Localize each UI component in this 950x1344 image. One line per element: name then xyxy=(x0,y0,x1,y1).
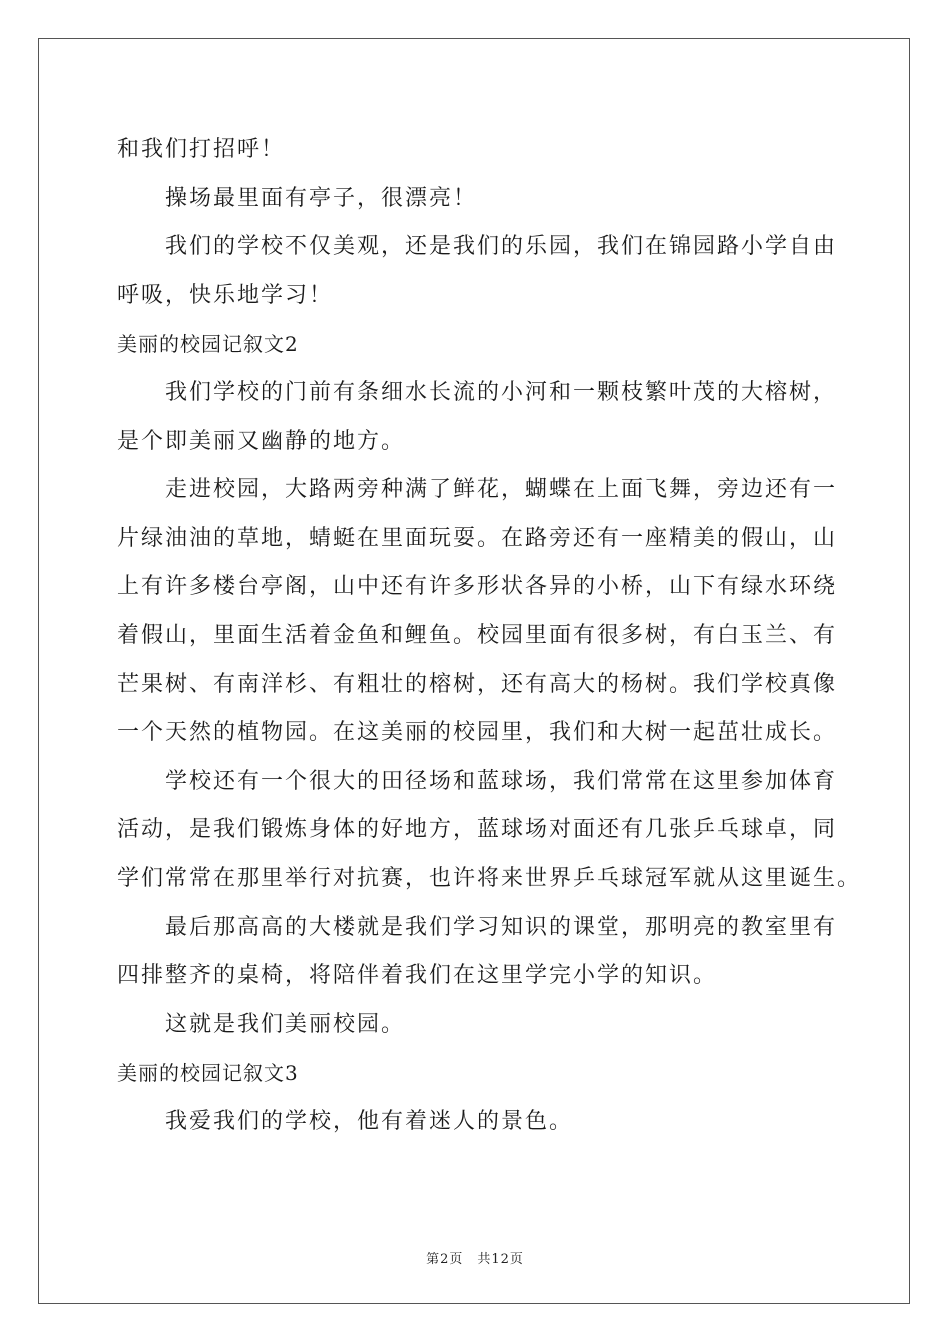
text-line: 最后那高高的大楼就是我们学习知识的课堂，那明亮的教室里有 xyxy=(165,914,838,940)
text-line: 操场最里面有亭子，很漂亮！ xyxy=(165,185,478,211)
text-line: 上有许多楼台亭阁，山中还有许多形状各异的小桥，山下有绿水环绕 xyxy=(117,574,838,600)
text-line: 着假山，里面生活着金鱼和鲤鱼。校园里面有很多树，有白玉兰、有 xyxy=(117,622,838,648)
text-line: 我们学校的门前有条细水长流的小河和一颗枝繁叶茂的大榕树， xyxy=(165,379,838,405)
paragraph xyxy=(117,904,852,1001)
paragraph xyxy=(117,175,852,224)
document-body xyxy=(117,126,862,1146)
text-line: 活动，是我们锻炼身体的好地方，蓝球场对面还有几张乒乓球卓，同 xyxy=(117,817,838,843)
text-line: 芒果树、有南洋杉、有粗壮的榕树，还有高大的杨树。我们学校真像 xyxy=(117,671,838,697)
paragraph xyxy=(117,1001,852,1050)
text-line: 一个天然的植物园。在这美丽的校园里，我们和大树一起茁壮成长。 xyxy=(117,720,838,746)
paragraph xyxy=(117,1098,852,1147)
text-line: 片绿油油的草地，蜻蜓在里面玩耍。在路旁还有一座精美的假山，山 xyxy=(117,525,838,551)
text-line: 学们常常在那里举行对抗赛，也许将来世界乒乓球冠军就从这里诞生。 xyxy=(117,865,862,891)
paragraph xyxy=(117,126,852,175)
paragraph xyxy=(117,758,862,904)
text-line: 我们的学校不仅美观，还是我们的乐园，我们在锦园路小学自由 xyxy=(165,234,838,260)
paragraph xyxy=(117,369,852,466)
text-line: 呼吸，快乐地学习！ xyxy=(117,282,334,308)
heading-text: 美丽的校园记叙文2 xyxy=(117,332,299,357)
paragraph xyxy=(117,223,852,320)
page-number: 第2页 xyxy=(426,1252,464,1267)
page-total: 共12页 xyxy=(477,1252,524,1267)
text-line: 我爱我们的学校，他有着迷人的景色。 xyxy=(165,1108,574,1134)
section-heading xyxy=(117,1049,852,1098)
text-line: 四排整齐的桌椅，将陪伴着我们在这里学完小学的知识。 xyxy=(117,963,718,989)
text-line: 学校还有一个很大的田径场和蓝球场，我们常常在这里参加体育 xyxy=(165,768,838,794)
text-line: 是个即美丽又幽静的地方。 xyxy=(117,428,406,454)
text-line: 这就是我们美丽校园。 xyxy=(165,1011,406,1037)
section-heading xyxy=(117,320,852,369)
page-footer xyxy=(0,1248,950,1267)
text-line: 和我们打招呼！ xyxy=(117,137,286,162)
paragraph xyxy=(117,466,852,758)
text-line: 走进校园，大路两旁种满了鲜花，蝴蝶在上面飞舞，旁边还有一 xyxy=(165,477,838,503)
heading-text: 美丽的校园记叙文3 xyxy=(117,1061,299,1086)
